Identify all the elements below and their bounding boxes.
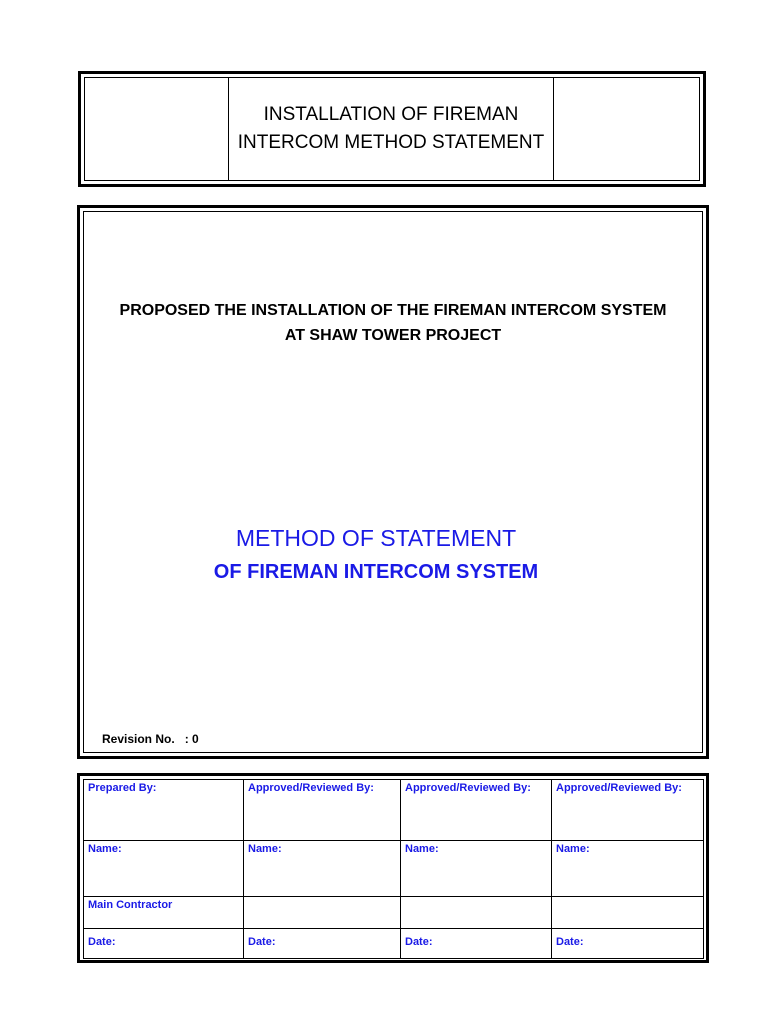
- contractor-cell-4: [552, 897, 704, 929]
- method-heading-sub: OF FIREMAN INTERCOM SYSTEM: [213, 561, 539, 583]
- signoff-table: [83, 779, 704, 959]
- document-title: [229, 78, 554, 180]
- approved-by-cell-3: Approved/Reviewed By:: [552, 780, 704, 841]
- revision-number: [102, 732, 199, 746]
- signoff-box: [77, 773, 709, 963]
- date-cell-4: Date:: [552, 929, 704, 959]
- contractor-cell-2: [244, 897, 401, 929]
- approved-by-cell-1: Approved/Reviewed By:: [244, 780, 401, 841]
- table-row-roles: [84, 780, 704, 841]
- method-heading-main: METHOD OF STATEMENT: [235, 525, 517, 551]
- approved-by-cell-2: Approved/Reviewed By:: [401, 780, 552, 841]
- header-inner: [84, 77, 700, 181]
- table-row-names: [84, 841, 704, 897]
- name-cell-4: Name:: [552, 841, 704, 897]
- cover-box: [77, 205, 709, 759]
- document-title-line-2: INTERCOM METHOD STATEMENT: [237, 132, 545, 153]
- date-cell-3: Date:: [401, 929, 552, 959]
- header-logo-cell-left: [85, 78, 229, 180]
- prepared-by-cell: Prepared By:: [84, 780, 244, 841]
- table-row-dates: [84, 929, 704, 959]
- revision-value: : 0: [184, 732, 199, 746]
- contractor-cell-3: [401, 897, 552, 929]
- proposal-line-2: AT SHAW TOWER PROJECT: [284, 327, 502, 344]
- date-cell-2: Date:: [244, 929, 401, 959]
- name-cell-2: Name:: [244, 841, 401, 897]
- revision-label: Revision No.: [102, 732, 175, 746]
- name-cell-3: Name:: [401, 841, 552, 897]
- document-title-line-1: INSTALLATION OF FIREMAN: [263, 104, 519, 125]
- proposal-line-1: PROPOSED THE INSTALLATION OF THE FIREMAN INTERCOM SYSTEM: [119, 302, 667, 319]
- name-cell-1: Name:: [84, 841, 244, 897]
- proposal-title: [84, 298, 702, 348]
- header-logo-cell-right: [554, 78, 699, 180]
- header-box: [78, 71, 706, 187]
- table-row-contractor: [84, 897, 704, 929]
- main-contractor-cell: Main Contractor: [84, 897, 244, 929]
- cover-inner: [83, 211, 703, 753]
- date-cell-1: Date:: [84, 929, 244, 959]
